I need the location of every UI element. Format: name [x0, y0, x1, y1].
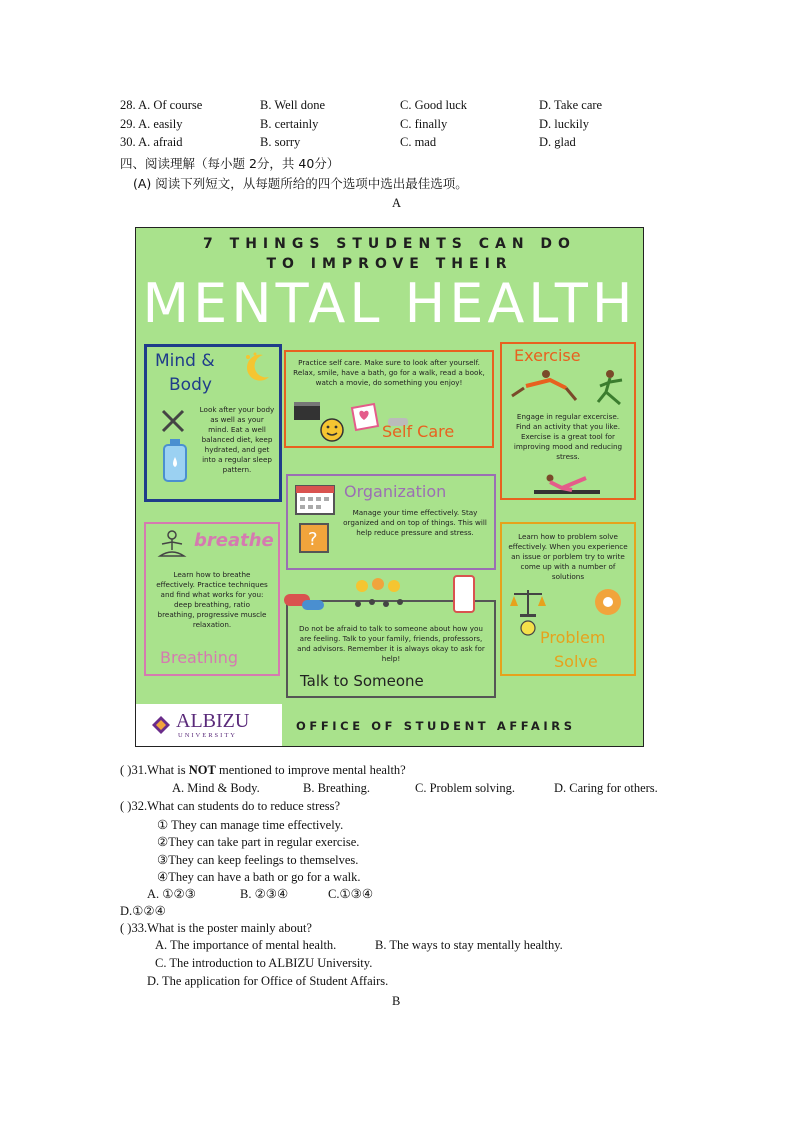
q33-option-d[interactable]: D. The application for Office of Student Affairs.: [147, 974, 389, 988]
moon-icon: [239, 351, 273, 383]
q33-option-b[interactable]: B. The ways to stay mentally healthy.: [375, 938, 563, 952]
albizu-logo-icon: [150, 714, 172, 736]
problem-solve-text: Learn how to problem solve effectively. When you experience an issue or porblem try to write come up with a number of solutions: [508, 532, 628, 581]
q32-stem-line: [120, 799, 340, 814]
q30-option-b: B. sorry: [260, 135, 301, 149]
question-30-row: [120, 135, 760, 153]
q32-option-c[interactable]: C.①③④: [328, 887, 374, 901]
q31-options: [120, 781, 760, 799]
section-instruction: (A) 阅读下列短文，从每题所给的四个选项中选出最佳选项。: [133, 176, 468, 191]
people-talking-icon: [282, 574, 492, 620]
runners-icon: [506, 366, 632, 408]
cutlery-icon: [159, 407, 187, 435]
breathing-title: Breathing: [160, 648, 239, 667]
box-problem-solve: [500, 522, 636, 676]
q28-option-a: [120, 98, 202, 113]
svg-text:?: ?: [308, 529, 318, 550]
problem-solve-title-line2: Solve: [554, 652, 598, 671]
calendar-icon: [294, 480, 338, 562]
breathing-script-title: breathe: [194, 530, 274, 551]
logo-name: ALBIZU: [176, 710, 250, 732]
talk-title: Talk to Someone: [300, 672, 424, 690]
q30-a-text: A. afraid: [138, 135, 183, 149]
q33-option-a[interactable]: A. The importance of mental health.: [155, 938, 337, 952]
poster-title-big: MENTAL HEALTH: [142, 272, 637, 335]
section-heading: 四、阅读理解（每小题 2分，共 40分）: [120, 156, 340, 171]
q29-option-b: B. certainly: [260, 117, 319, 131]
talk-text: Do not be afraid to talk to someone about how you are feeling. Talk to your family, friends, professors, and advisors. Remember it is always okay to ask for help!: [297, 624, 485, 663]
q30-option-d: D. glad: [539, 135, 576, 149]
box-self-care: [284, 350, 494, 448]
q31-option-c[interactable]: C. Problem solving.: [415, 781, 516, 795]
meditation-icon: [154, 528, 190, 562]
passage-a-label: A: [392, 196, 402, 210]
logo-sub: UNIVERSITY: [178, 732, 237, 739]
q31-option-b[interactable]: B. Breathing.: [303, 781, 371, 795]
q28-option-d: D. Take care: [539, 98, 603, 112]
water-bottle-icon: [161, 439, 189, 483]
poster-footer: OFFICE OF STUDENT AFFAIRS: [296, 719, 576, 733]
poster-title-line2: TO IMPROVE THEIR: [266, 256, 513, 272]
q29-number: 29.: [120, 117, 136, 131]
q33-stem-line: [120, 921, 312, 936]
q28-number: 28.: [120, 98, 136, 112]
q32-bracket[interactable]: ( ): [120, 799, 132, 813]
question-29-row: [120, 117, 760, 135]
q32-statement-2: ②They can take part in regular exercise.: [157, 835, 360, 849]
exercise-text: Engage in regular excercise. Find an activity that you like. Exercise is a great tool for improving mood and reducing stress.: [513, 412, 623, 461]
q31-bracket[interactable]: ( ): [120, 763, 132, 777]
problem-solve-title-line1: Problem: [540, 628, 606, 647]
q32-options: [120, 886, 760, 904]
passage-b-label: B: [392, 994, 401, 1008]
q30-option-c: C. mad: [400, 135, 437, 149]
q31-stem-a: 31.What is: [131, 763, 189, 777]
q32-statement-3: ③They can keep feelings to themselves.: [157, 853, 359, 867]
q29-a-text: A. easily: [138, 117, 183, 131]
albizu-logo: [136, 704, 282, 746]
q32-option-b[interactable]: B. ②③④: [240, 887, 289, 901]
q28-option-b: B. Well done: [260, 98, 326, 112]
q30-number: 30.: [120, 135, 136, 149]
box-organization: [286, 474, 496, 570]
breathing-text: Learn how to breathe effectively. Practice techniques and find what works for you: deep breathing, ratio breathing, progressive muscle relaxation.: [156, 570, 268, 629]
q31-option-a[interactable]: A. Mind & Body.: [172, 781, 260, 795]
mind-body-title-line1: Mind &: [155, 351, 215, 371]
q33-option-c[interactable]: C. The introduction to ALBIZU University.: [155, 956, 373, 970]
q32-option-a[interactable]: A. ①②③: [147, 887, 196, 901]
question-28-row: [120, 98, 760, 116]
q33-bracket[interactable]: ( ): [120, 921, 132, 935]
box-mind-body: [144, 344, 282, 502]
q30-option-a: [120, 135, 182, 150]
q33-stem: 33.What is the poster mainly about?: [131, 921, 312, 935]
mental-health-poster: [135, 227, 644, 747]
box-exercise: [500, 342, 636, 500]
organization-title: Organization: [344, 482, 447, 501]
box-breathing: [144, 522, 280, 676]
yoga-icon: [532, 470, 602, 496]
q28-option-c: C. Good luck: [400, 98, 468, 112]
q32-statement-4: ④They can have a bath or go for a walk.: [157, 870, 361, 884]
exercise-title: Exercise: [514, 346, 581, 365]
q31-option-d[interactable]: D. Caring for others.: [554, 781, 658, 795]
self-care-title: Self Care: [382, 422, 455, 441]
organization-text: Manage your time effectively. Stay organized and on top of things. This will help reduce pressure and stress.: [343, 508, 487, 537]
q32-option-d[interactable]: D.①②④: [120, 904, 166, 918]
q32-statement-1: ① They can manage time effectively.: [157, 818, 344, 832]
q31-stem-b: mentioned to improve mental health?: [215, 763, 406, 777]
q29-option-c: C. finally: [400, 117, 448, 131]
q31-stem-bold: NOT: [188, 763, 216, 777]
mind-body-title-line2: Body: [169, 375, 212, 395]
q28-a-text: A. Of course: [138, 98, 203, 112]
q31-stem-line: [120, 763, 406, 778]
self-care-text: Practice self care. Make sure to look after yourself. Relax, smile, have a bath, go for a walk, read a book, watch a movie, do something you enjoy!: [293, 358, 485, 387]
poster-title-line1: 7 THINGS STUDENTS CAN DO: [203, 236, 576, 252]
q32-stem: 32.What can students do to reduce stress?: [131, 799, 341, 813]
mind-body-text: Look after your body as well as your mind. Eat a well balanced diet, keep hydrated, and get into a regular sleep pattern.: [199, 405, 275, 474]
q29-option-d: D. luckily: [539, 117, 589, 131]
q29-option-a: [120, 117, 183, 132]
